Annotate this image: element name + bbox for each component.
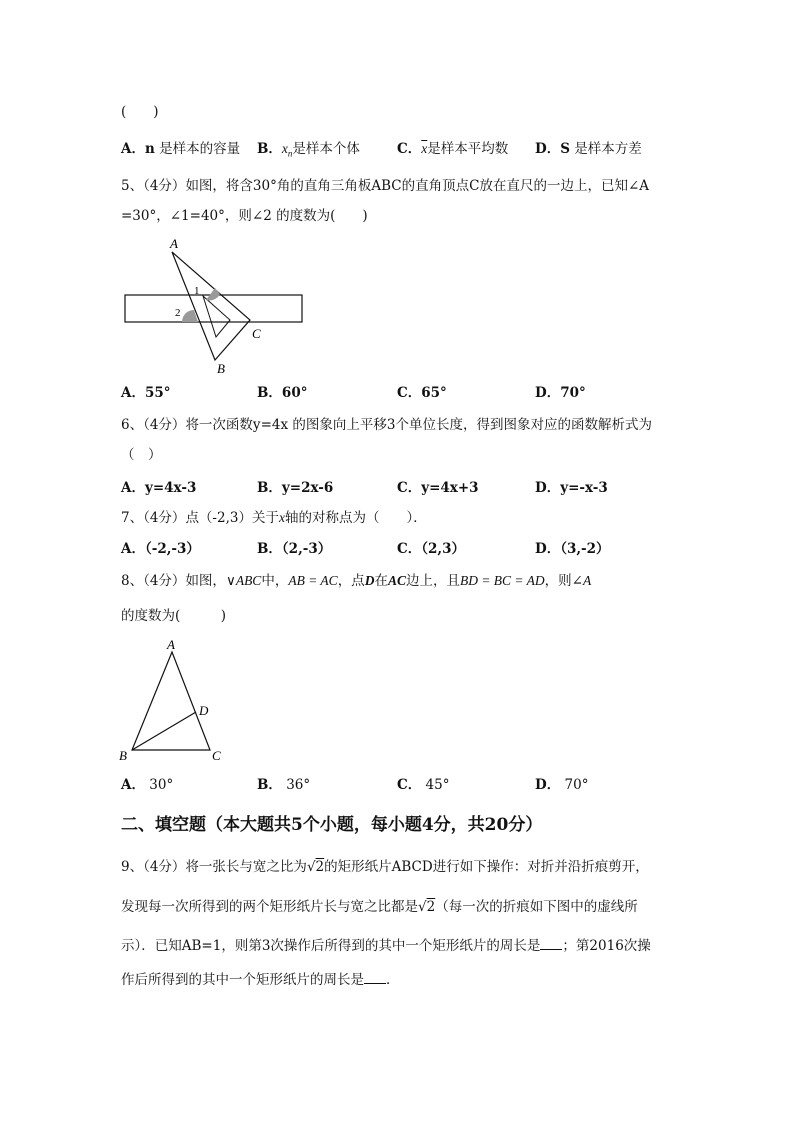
q9-line4: 作后所得到的其中一个矩形纸片的周长是 ． (121, 969, 400, 990)
q8-option-a: A． 30° (121, 777, 174, 793)
q8-option-b: B． 36° (257, 777, 311, 793)
segment-bd (132, 712, 196, 750)
section-title: 二、填空题（本大题共5个小题，每小题4分，共20分） (121, 815, 543, 835)
q9-line1: 9、（4分）将一张长与宽之比为√2的矩形纸片ABCD进行如下操作：对折并沿折痕剪开， (121, 859, 649, 875)
q4-option-d: D．S 是样本方差 (535, 141, 642, 157)
q6-option-b: B．y=2x-6 (257, 480, 334, 496)
label-B: B (217, 361, 225, 376)
q5-stem-line2: =30°，∠1=40°，则∠2 的度数为( ) (121, 208, 368, 224)
inner-triangle (203, 296, 230, 337)
q6-stem-line2: （ ） (121, 447, 162, 463)
q6-option-d: D．y=-x-3 (535, 480, 608, 496)
label-D: D (199, 703, 209, 718)
q4-option-c: C．$\overline{x}$是样本平均数 (397, 141, 509, 157)
label-B: B (119, 748, 127, 763)
label-C: C (212, 748, 221, 763)
q6-option-c: C．y=4x+3 (397, 480, 479, 496)
label-A: A (167, 637, 175, 652)
q4-stem-tail: ( ) (121, 104, 159, 120)
answer-blank-1[interactable] (540, 935, 562, 950)
sqrt-symbol: √2 (418, 899, 436, 915)
q5-option-a: A．55° (121, 385, 171, 401)
outer-triangle (172, 252, 250, 360)
q8-option-c: C． 45° (397, 777, 450, 793)
q9-line2: 发现每一次所得到的两个矩形纸片长与宽之比都是√2（每一次的折痕如下图中的虚线所 (121, 899, 638, 915)
label-C: C (252, 326, 261, 341)
q8-stem-line2: 的度数为( ) (121, 608, 227, 624)
q8-stem-line1: 8、（4分）如图，∨ABC中，AB = AC，点D在AC边上，且BD = BC = AD，则∠A (121, 573, 592, 589)
answer-blank-2[interactable] (364, 969, 386, 984)
q4-option-a: A．n 是样本的容量 (121, 141, 241, 157)
q5-option-c: C．65° (397, 385, 447, 401)
q7-option-c: C．（2,3） (397, 541, 465, 557)
angle-1-mark (206, 288, 220, 300)
triangle-abc (132, 652, 210, 750)
q8-figure (110, 632, 240, 767)
label-two: 2 (175, 307, 181, 319)
label-A: A (170, 236, 178, 251)
q5-option-b: B．60° (257, 385, 308, 401)
q7-option-d: D．（3,-2） (535, 541, 610, 557)
q6-option-a: A．y=4x-3 (121, 480, 197, 496)
q4-option-b: B．$x_n$是样本个体 (257, 141, 360, 159)
q6-stem-line1: 6、（4分）将一次函数y=4x 的图象向上平移3个单位长度，得到图象对应的函数解析式为 (121, 417, 652, 433)
q7-stem: 7、（4分）点（-2,3）关于x轴的对称点为（ ）． (121, 510, 427, 526)
q9-line3: 示）．已知AB=1，则第3次操作后所得到的其中一个矩形纸片的周长是 ；第2016次操 (121, 935, 651, 956)
q5-option-d: D．70° (535, 385, 586, 401)
q7-option-b: B．（2,-3） (257, 541, 332, 557)
q5-stem-line1: 5、（4分）如图，将含30°角的直角三角板ABC的直角顶点C放在直尺的一边上，已知∠A (121, 178, 650, 194)
label-one: 1 (194, 285, 200, 297)
q8-option-d: D． 70° (535, 777, 589, 793)
sqrt-symbol: √2 (306, 859, 325, 875)
q5-figure (110, 232, 310, 382)
q7-option-a: A．（-2,-3） (121, 541, 200, 557)
